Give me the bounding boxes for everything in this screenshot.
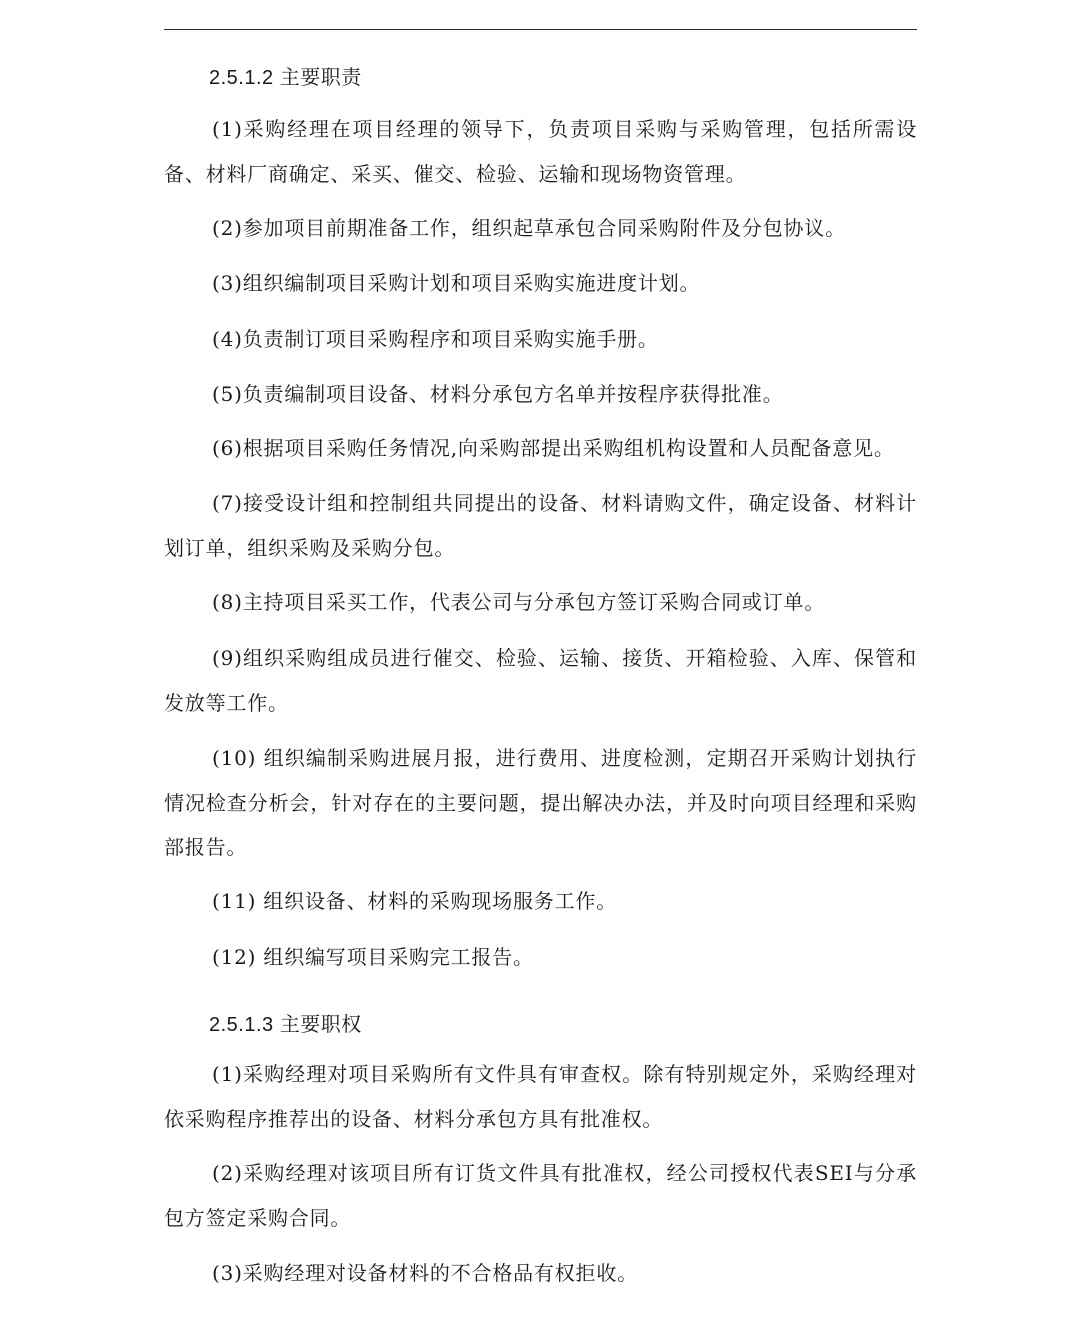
paragraph: (7)接受设计组和控制组共同提出的设备、材料请购文件，确定设备、材料计划订单，组织采购及采购分包。: [164, 491, 917, 560]
paragraph: (3)组织编制项目采购计划和项目采购实施进度计划。: [212, 271, 701, 295]
header-rule: [164, 29, 917, 30]
paragraph: (3)采购经理对设备材料的不合格品有权拒收。: [212, 1261, 638, 1285]
paragraph: (1)采购经理对项目采购所有文件具有审查权。除有特别规定外，采购经理对依采购程序推荐出的设备、材料分承包方具有批准权。: [164, 1062, 917, 1131]
paragraph: (6)根据项目采购任务情况,向采购部提出采购组机构设置和人员配备意见。: [212, 436, 895, 460]
section-heading-authority: 2.5.1.3 主要职权: [209, 1014, 362, 1036]
paragraph: (1)采购经理在项目经理的领导下，负责项目采购与采购管理，包括所需设备、材料厂商确定、采买、催交、检验、运输和现场物资管理。: [164, 117, 917, 186]
paragraph: (9)组织采购组成员进行催交、检验、运输、接货、开箱检验、入库、保管和发放等工作。: [164, 646, 917, 715]
paragraph: (5)负责编制项目设备、材料分承包方名单并按程序获得批准。: [212, 382, 784, 406]
paragraph: (10) 组织编制采购进展月报，进行费用、进度检测，定期召开采购计划执行情况检查分析会，针对存在的主要问题，提出解决办法，并及时向项目经理和采购部报告。: [164, 746, 917, 859]
paragraph: (2)参加项目前期准备工作，组织起草承包合同采购附件及分包协议。: [212, 216, 846, 240]
paragraph: (8)主持项目采买工作，代表公司与分承包方签订采购合同或订单。: [212, 590, 826, 614]
paragraph: (2)采购经理对该项目所有订货文件具有批准权，经公司授权代表SEI与分承包方签定采购合同。: [164, 1161, 917, 1230]
paragraph: (11) 组织设备、材料的采购现场服务工作。: [212, 889, 618, 913]
paragraph: (4)负责制订项目采购程序和项目采购实施手册。: [212, 327, 659, 351]
section-heading-duties: 2.5.1.2 主要职责: [209, 67, 362, 89]
paragraph: (12) 组织编写项目采购完工报告。: [212, 945, 534, 969]
